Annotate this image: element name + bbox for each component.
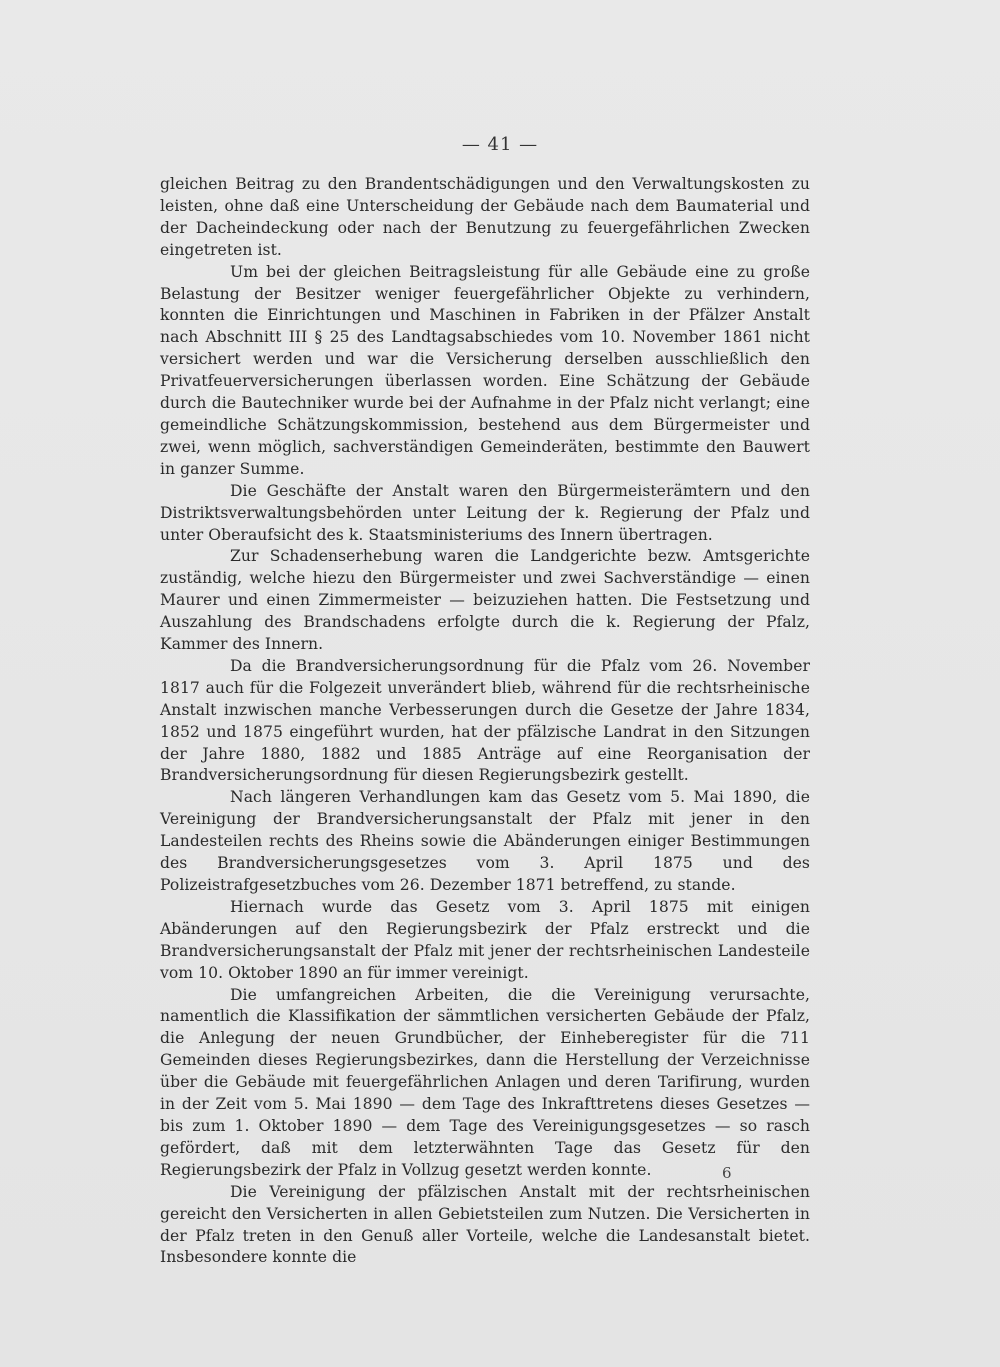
paragraph-8: Die umfangreichen Arbeiten, die die Vereinigung verursachte, namentlich die Klassifikation der sämmtlichen versicherten Gebäude der Pfalz, die Anlegung der neuen Grundbücher, der Einheberegister für die 711 Gemeinden dieses Regierungsbezirkes, dann die Herstellung der Verzeichnisse über die Gebäude mit feuergefährlichen Anlagen und deren Tarifirung, wurden in der Zeit vom 5. Mai 1890 — dem Tage des Inkrafttretens dieses Gesetzes — bis zum 1. Oktober 1890 — dem Tage des Vereinigungsgesetzes — so rasch gefördert, daß mit dem letzterwähnten Tage das Gesetz für den Regierungsbezirk der Pfalz in Vollzug gesetzt werden konnte. <box>160 985 810 1179</box>
body-text <box>160 174 810 1269</box>
signature-mark: 6 <box>722 1164 732 1182</box>
paragraph-5: Da die Brandversicherungsordnung für die Pfalz vom 26. November 1817 auch für die Folgezeit unverändert blieb, während für die rechtsrheinische Anstalt inzwischen manche Verbesserungen durch die Gesetze der Jahre 1834, 1852 und 1875 eingeführt wurden, hat der pfälzische Landrat in den Sitzungen der Jahre 1880, 1882 und 1885 Anträge auf eine Reorganisation der Brandversicherungsordnung für diesen Regierungsbezirk gestellt. <box>160 656 810 785</box>
paragraph-9: Die Vereinigung der pfälzischen Anstalt mit der rechtsrheinischen gereicht den Versicherten in allen Gebietsteilen zum Nutzen. Die Versicherten in der Pfalz treten in den Genuß aller Vorteile, welche die Landesanstalt bietet. Insbesondere konnte die <box>160 1182 810 1267</box>
paragraph-3: Die Geschäfte der Anstalt waren den Bürgermeisterämtern und den Distriktsverwaltungsbehörden unter Leitung der k. Regierung der Pfalz und unter Oberaufsicht des k. Staatsministeriums des Innern übertragen. <box>160 481 810 544</box>
page-number: — 41 — <box>461 134 539 155</box>
paragraph-2: Um bei der gleichen Beitragsleistung für alle Gebäude eine zu große Belastung der Besitzer weniger feuergefährlicher Objekte zu verhindern, konnten die Einrichtungen und Maschinen in Fabriken in der Pfälzer Anstalt nach Abschnitt III § 25 des Landtagsabschiedes vom 10. November 1861 nicht versichert werden und war die Versicherung derselben ausschließlich den Privatfeuerversicherungen überlassen worden. Eine Schätzung der Gebäude durch die Bautechniker wurde bei der Aufnahme in der Pfalz nicht verlangt; eine gemeindliche Schätzungskommission, bestehend aus dem Bürgermeister und zwei, wenn möglich, sachverständigen Gemeinderäten, bestimmte den Bauwert in ganzer Summe. <box>160 262 810 478</box>
paragraph-6: Nach längeren Verhandlungen kam das Gesetz vom 5. Mai 1890, die Vereinigung der Brandversicherungsanstalt der Pfalz mit jener in den Landesteilen rechts des Rheins sowie die Abänderungen einiger Bestimmungen des Brandversicherungsgesetzes vom 3. April 1875 und des Polizeistrafgesetzbuches vom 26. Dezember 1871 betreffend, zu stande. <box>160 788 810 894</box>
paragraph-1: gleichen Beitrag zu den Brandentschädigungen und den Verwaltungskosten zu leisten, ohne daß eine Unterscheidung der Gebäude nach dem Baumaterial und der Dacheindeckung oder nach der Benutzung zu feuergefährlichen Zwecken eingetreten ist. <box>160 175 810 259</box>
paragraph-4: Zur Schadenserhebung waren die Landgerichte bezw. Amtsgerichte zuständig, welche hiezu den Bürgermeister und zwei Sachverständige — einen Maurer und einen Zimmermeister — beizuziehen hatten. Die Festsetzung und Auszahlung des Brandschadens erfolgte durch die k. Regierung der Pfalz, Kammer des Innern. <box>160 547 810 654</box>
paragraph-7: Hiernach wurde das Gesetz vom 3. April 1875 mit einigen Abänderungen auf den Regierungsbezirk der Pfalz erstreckt und die Brandversicherungsanstalt der Pfalz mit jener der rechtsrheinischen Landesteile vom 10. Oktober 1890 an für immer vereinigt. <box>160 897 810 982</box>
